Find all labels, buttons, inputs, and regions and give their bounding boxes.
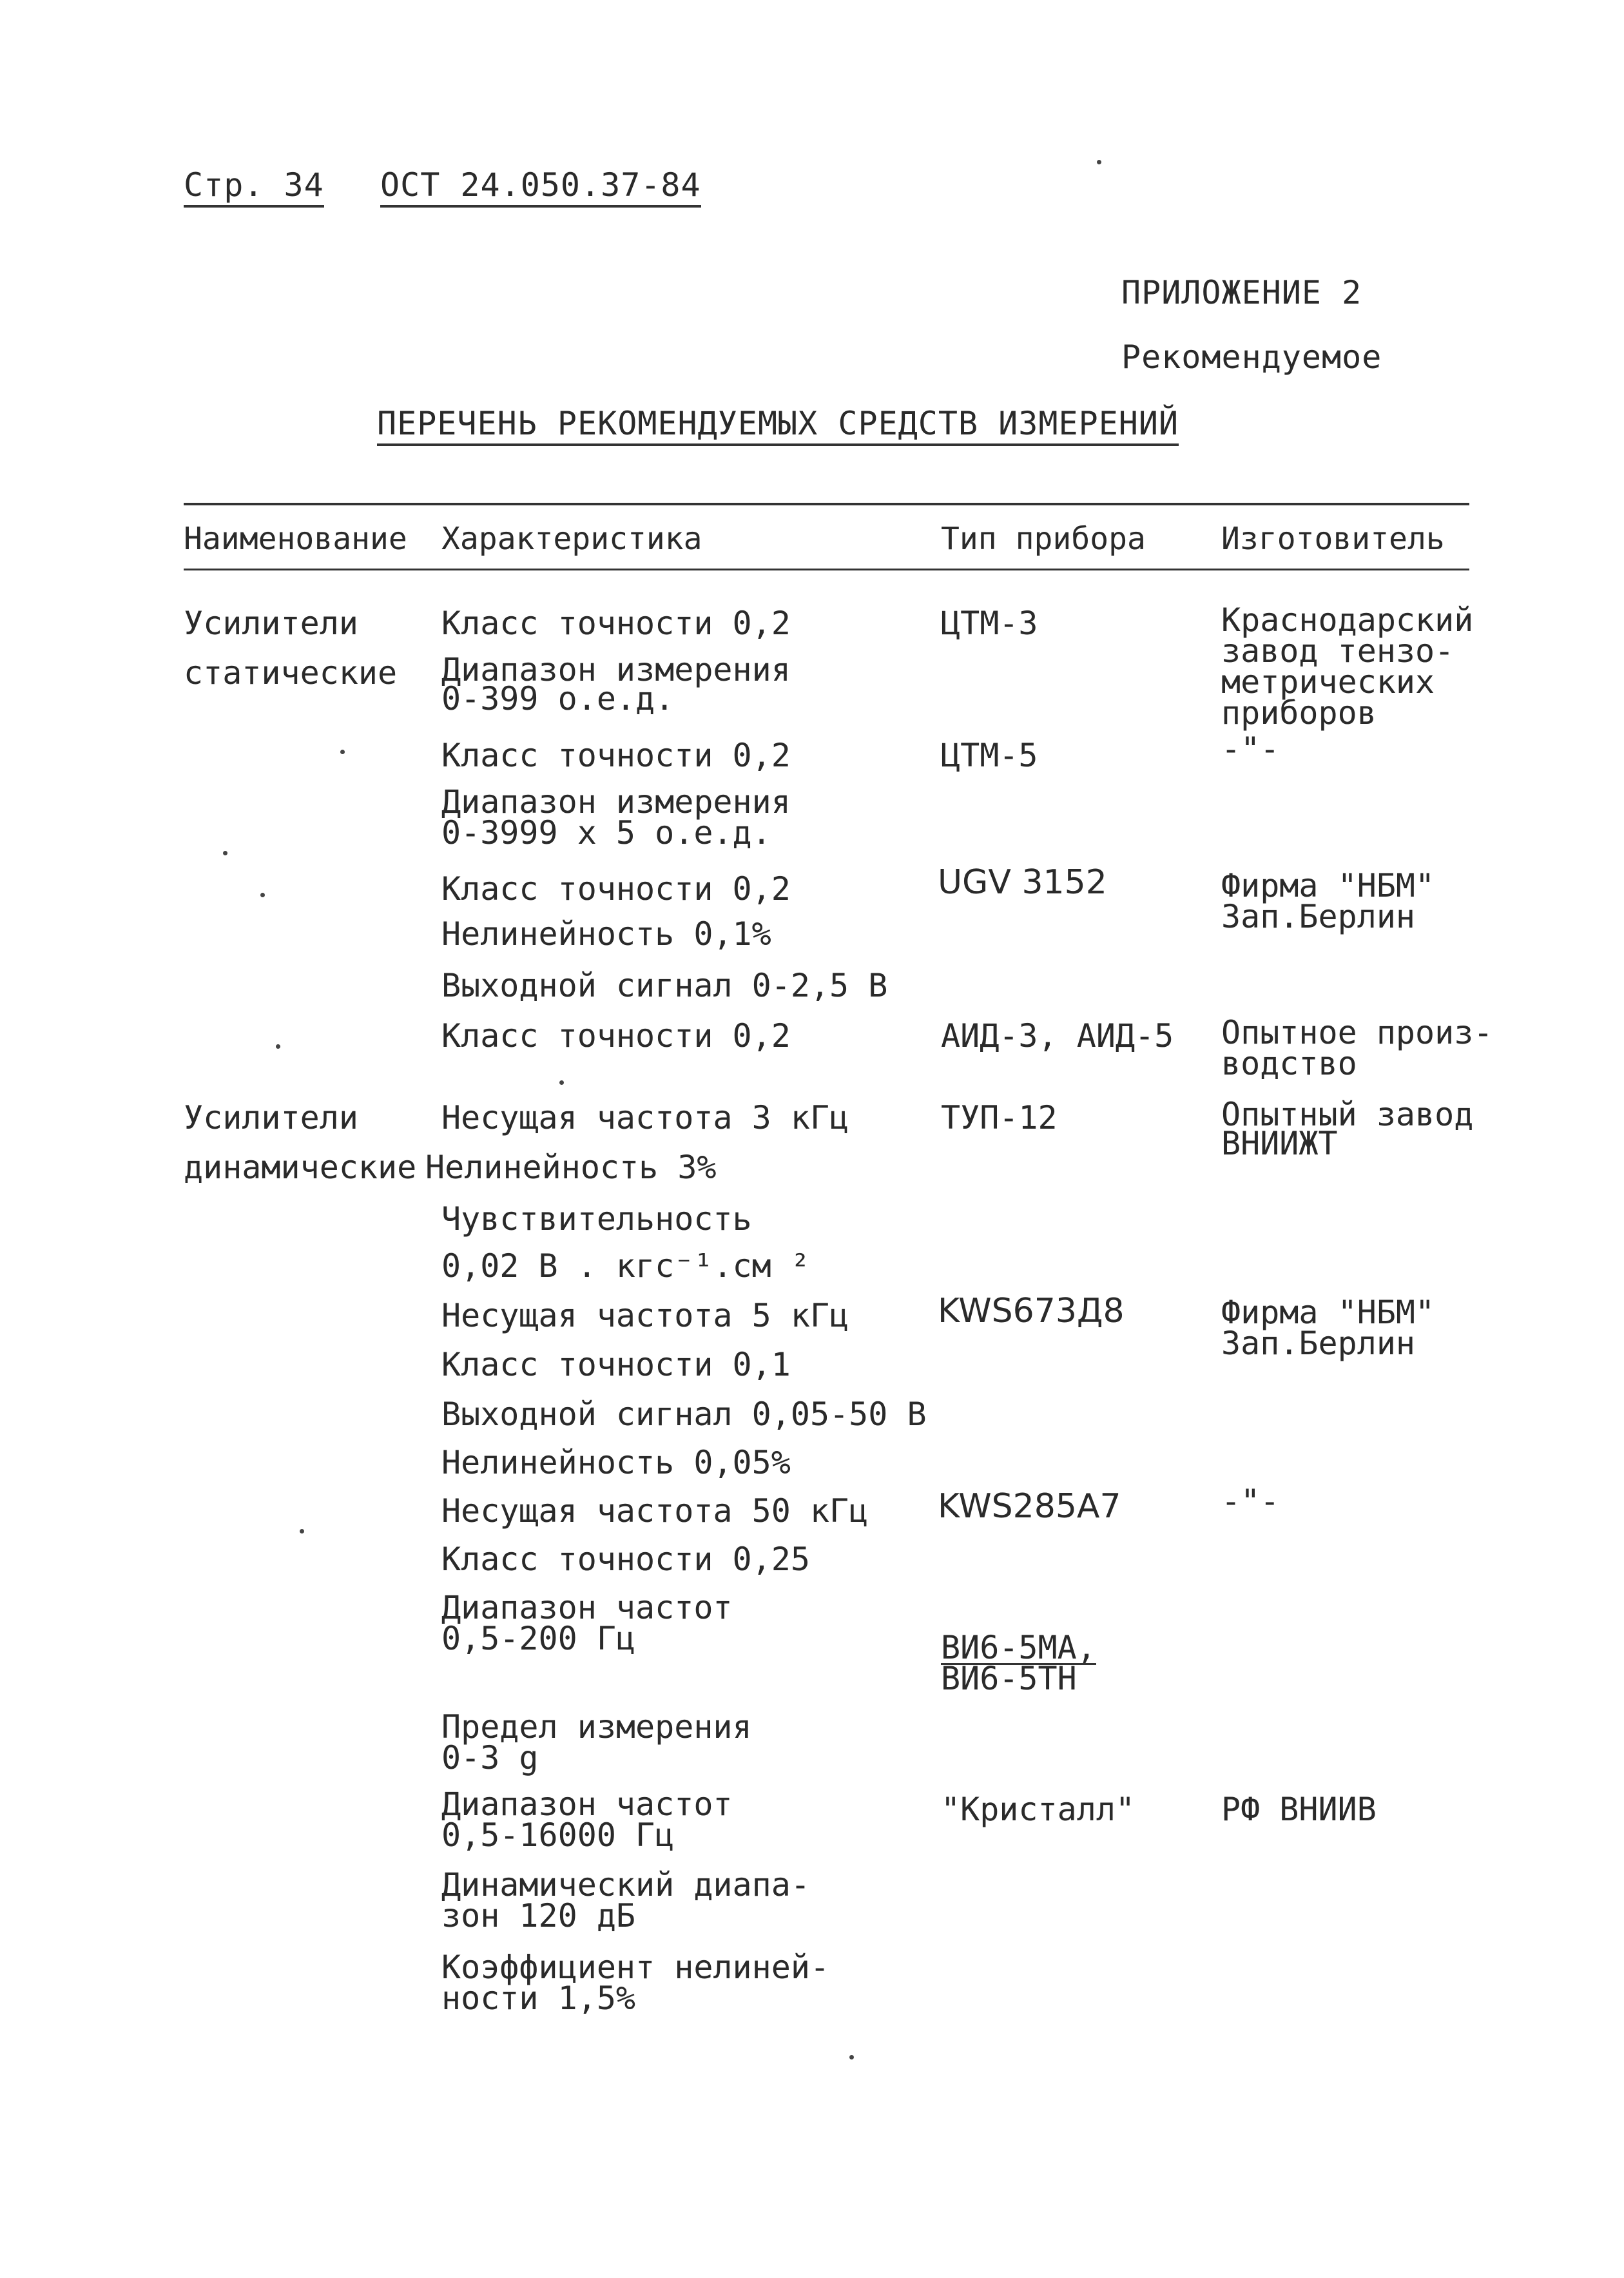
manufacturer-cell: Краснодарский [1221, 601, 1474, 639]
characteristic-cell: Диапазон измерения [441, 783, 791, 821]
manufacturer-cell: Зап.Берлин [1221, 898, 1416, 935]
characteristic-cell: Нелинейность 0,1% [441, 915, 771, 953]
scan-speck [340, 750, 345, 754]
characteristic-cell: Предел измерения [441, 1708, 752, 1746]
manufacturer-cell: -"- [1221, 1483, 1280, 1520]
document-title: ПЕРЕЧЕНЬ РЕКОМЕНДУЕМЫХ СРЕДСТВ ИЗМЕРЕНИЙ [377, 405, 1179, 446]
characteristic-cell: Выходной сигнал 0,05-50 В [441, 1396, 927, 1433]
characteristic-cell: 0-3 g [441, 1739, 539, 1777]
device-type-cell: KWS673Д8 [938, 1292, 1125, 1330]
characteristic-cell: Выходной сигнал 0-2,5 В [441, 967, 888, 1004]
characteristic-cell: Чувствительность [441, 1200, 752, 1238]
characteristic-cell: ности 1,5% [441, 1980, 636, 2017]
characteristic-cell: Несущая частота 50 кГц [441, 1492, 869, 1530]
characteristic-cell: Нелинейность 3% [425, 1149, 717, 1186]
table-header-rule [184, 569, 1469, 570]
characteristic-cell: Класс точности 0,25 [441, 1541, 810, 1578]
scan-speck [260, 893, 265, 897]
column-header-device-type: Тип прибора [941, 521, 1146, 557]
manufacturer-cell: Фирма "НБМ" [1221, 867, 1435, 904]
manufacturer-cell: приборов [1221, 694, 1377, 732]
characteristic-cell: Класс точности 0,1 [441, 1346, 791, 1383]
page-number: Стр. 34 [184, 166, 324, 208]
appendix-status: Рекомендуемое [1121, 338, 1382, 376]
device-type-cell: "Кристалл" [941, 1791, 1136, 1828]
characteristic-cell: 0,5-16000 Гц [441, 1816, 675, 1854]
device-type-cell: UGV 3152 [938, 863, 1107, 902]
table-top-rule [184, 503, 1469, 505]
characteristic-cell: Динамический диапа- [441, 1866, 810, 1903]
characteristic-cell: Класс точности 0,2 [441, 1017, 791, 1055]
device-type-cell: ТУП-12 [941, 1099, 1058, 1136]
manufacturer-cell: водство [1221, 1045, 1357, 1082]
column-header-manufacturer: Изготовитель [1221, 521, 1445, 557]
manufacturer-cell: Опытное произ- [1221, 1014, 1493, 1051]
manufacturer-cell: ВНИИЖТ [1221, 1125, 1338, 1162]
column-header-characteristic: Характеристика [441, 521, 702, 557]
appendix-title: ПРИЛОЖЕНИЕ 2 [1121, 274, 1362, 311]
device-type-cell: АИД-3, АИД-5 [941, 1017, 1174, 1055]
document-code: ОСТ 24.050.37-84 [380, 166, 701, 208]
device-type-cell: KWS285A7 [938, 1487, 1121, 1526]
characteristic-cell: Диапазон измерения [441, 651, 791, 688]
scan-speck [559, 1080, 564, 1085]
characteristic-cell: Коэффициент нелиней- [441, 1949, 830, 1986]
characteristic-cell: Несущая частота 3 кГц [441, 1099, 849, 1136]
characteristic-cell: Несущая частота 5 кГц [441, 1297, 849, 1334]
scan-speck [849, 2055, 854, 2059]
group-name-line: Усилители [184, 605, 358, 642]
characteristic-cell: 0,02 В . кгс⁻¹.см ² [441, 1247, 810, 1285]
manufacturer-cell: метрических [1221, 663, 1435, 701]
device-type-cell: ЦТМ-5 [941, 737, 1038, 774]
characteristic-cell: Диапазон частот [441, 1786, 733, 1823]
manufacturer-cell: -"- [1221, 730, 1280, 768]
scan-speck [223, 851, 227, 855]
column-header-name: Наименование [184, 521, 407, 557]
group-name-line: Усилители [184, 1099, 358, 1136]
scan-speck [276, 1044, 280, 1049]
characteristic-cell: Класс точности 0,2 [441, 870, 791, 908]
manufacturer-cell: Опытный завод [1221, 1096, 1474, 1133]
manufacturer-cell: Зап.Берлин [1221, 1325, 1416, 1362]
scan-speck [300, 1529, 304, 1533]
characteristic-cell: Нелинейность 0,05% [441, 1444, 791, 1481]
device-type-cell: ВИ6-5МА, [941, 1629, 1096, 1666]
characteristic-cell: Диапазон частот [441, 1589, 733, 1626]
characteristic-cell: Класс точности 0,2 [441, 605, 791, 642]
characteristic-cell: 0,5-200 Гц [441, 1620, 636, 1657]
characteristic-cell: Класс точности 0,2 [441, 737, 791, 774]
characteristic-cell: зон 120 дБ [441, 1897, 636, 1934]
device-type-cell: ВИ6-5ТН [941, 1660, 1077, 1697]
group-name-line: динамические [184, 1149, 417, 1186]
characteristic-cell: 0-3999 х 5 о.е.д. [441, 814, 771, 852]
manufacturer-cell: Фирма "НБМ" [1221, 1294, 1435, 1331]
scan-speck [1097, 160, 1101, 164]
manufacturer-cell: завод тензо- [1221, 632, 1455, 670]
device-type-cell: ЦТМ-3 [941, 605, 1038, 642]
group-name-line: статические [184, 654, 398, 692]
characteristic-cell: 0-399 о.е.д. [441, 680, 675, 717]
manufacturer-cell: РФ ВНИИВ [1221, 1791, 1377, 1828]
